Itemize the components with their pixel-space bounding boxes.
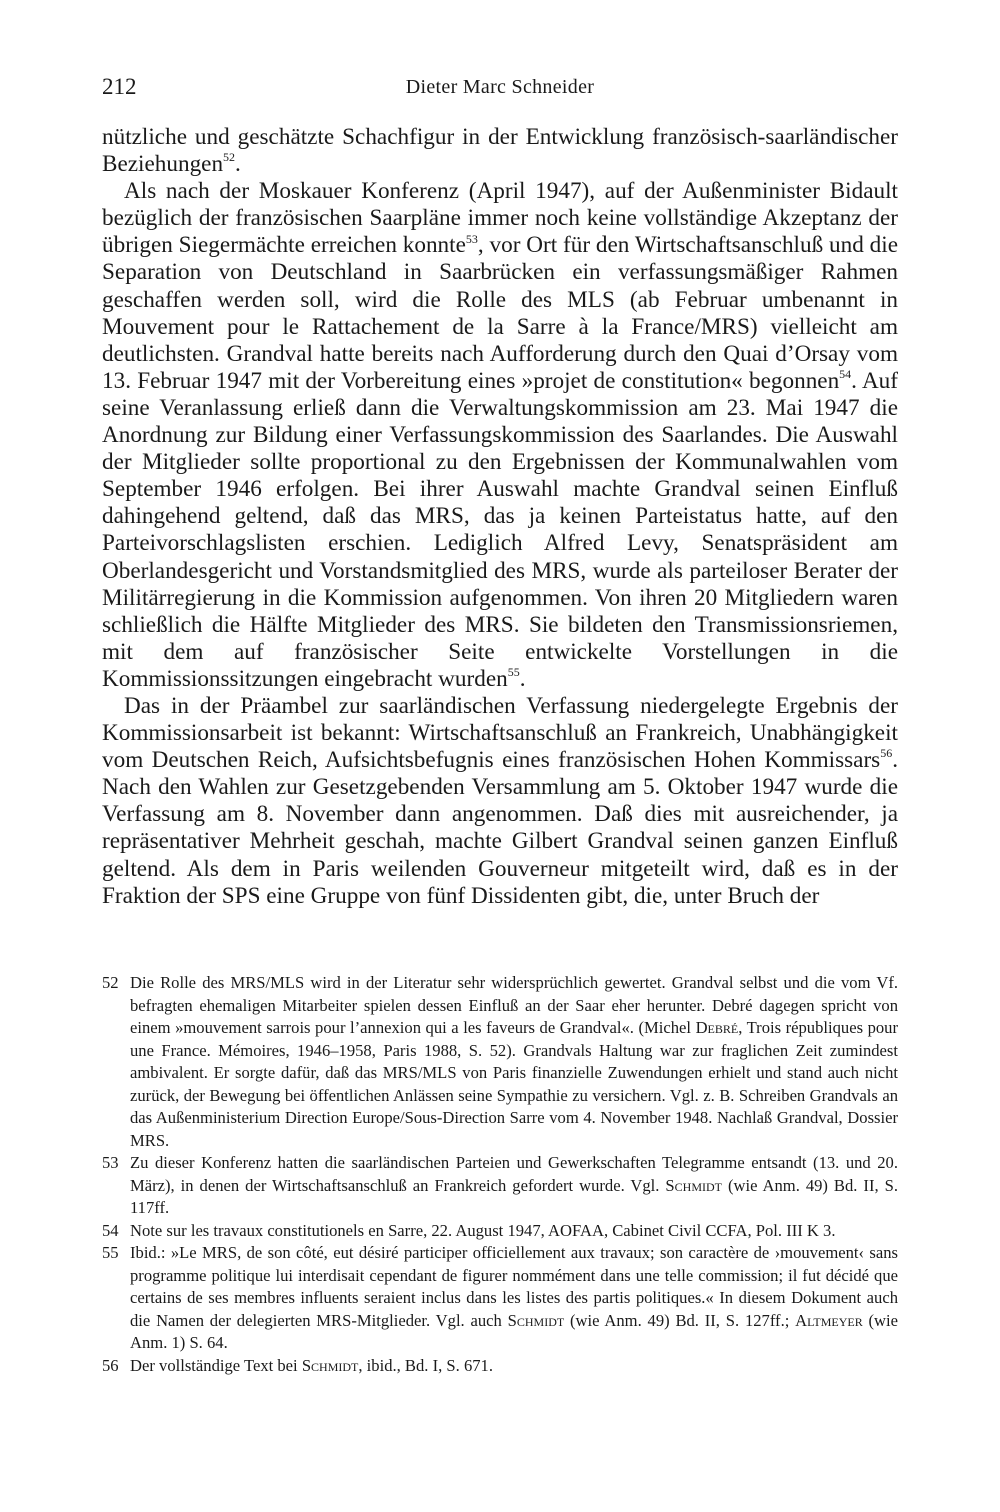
footnote-55 [102,1242,898,1355]
footnote-number: 55 [102,1243,119,1262]
footnote-ref-54[interactable]: 54 [839,367,852,382]
footnote-ref-52[interactable]: 52 [223,150,236,165]
footnote-text: (wie Anm. 49) Bd. II, S. 117ff. [130,1175,898,1217]
footnote-text: Die Rolle des MRS/MLS wird in der Literatur sehr widersprüchlich gewertet. Grandval selbst und die vom Vf. befragten ehemaligen Mitarbeiter spielen dessen Einfluß an der Saar eher herunter. Debré dagegen spricht von einem »mouvement sarrois pour l’annexion qui a les faveurs de Grandval«. (Michel [130,973,898,1037]
text-span: nützliche und geschätzte Schachfigur in der Entwicklung französisch-saarländischer Beziehungen [102,124,898,178]
body-text [102,124,898,910]
text-span: . Nach den Wahlen zur Gesetzgebenden Versammlung am 5. Oktober 1947 wurde die Verfassung am 8. November dann angenommen. Daß dies mit ausreichender, ja repräsentativer Mehrheit geschah, machte Gilbert Grandval seinen ganzen Einfluß geltend. Als dem in Paris weilenden Gouverneur mitgeteilt wird, daß es in der Fraktion der SPS eine Gruppe von fünf Dissidenten gibt, die, unter Bruch der [102,747,898,909]
text-span: Als nach der Moskauer Konferenz (April 1947), auf der Außenminister Bidault bezüglich der französischen Saarpläne immer noch keine vollständige Akzeptanz der übrigen Siegermächte erreichen konnte [102,178,898,259]
footnote-text: Zu dieser Konferenz hatten die saarländischen Parteien und Gewerkschaften Telegramme entsandt (13. und 20. März), in denen der Wirtschaftsanschluß an Frankreich gefordert wurde. Vgl. [130,1153,898,1195]
footnote-56 [102,1355,898,1378]
author-name: Debré [695,1018,739,1037]
page-number: 212 [102,74,137,99]
footnote-54 [102,1220,898,1243]
footnote-text: Ibid.: »Le MRS, de son côté, eut désiré participer officiellement aux travaux; son caractère de ›mouvement‹ sans programme politique lui interdisait cependant de figurer nommément dans une telle commission; il fut décidé que certains de ses membres influents seraient inclus dans les listes des partis politiques.« In diesem Dokument auch die Namen der delegierten MRS-Mitglieder. Vgl. auch [130,1243,898,1330]
paragraph-3 [102,693,898,910]
paragraph-2 [102,178,898,693]
footnote-text: , ibid., Bd. I, S. 671. [358,1355,493,1375]
footnote-text: (wie Anm. 49) Bd. II, S. 127ff.; [564,1310,796,1330]
footnote-number: 54 [102,1220,119,1240]
text-span: . [235,151,241,178]
footnote-ref-55[interactable]: 55 [507,665,520,680]
footnote-text: Der vollständige Text bei [130,1355,302,1375]
footnote-53 [102,1152,898,1220]
footnote-number: 53 [102,1153,119,1172]
footnote-text: , Trois républiques pour une France. Mémoires, 1946–1958, Paris 1988, S. 52). Grandvals Haltung war zur fraglichen Zeit zumindest ambivalent. Er sorgte dafür, daß das MRS/MLS von Paris finanzielle Zuwendungen erhielt und stand auch nicht zurück, der Bewegung bei öffentlichen Anlässen seine Sympathie zu versichern. Vgl. z. B. Schreiben Grandvals an das Außenministerium Direction Europe/Sous-Direction Sarre vom 4. November 1948. Nachlaß Grandval, Dossier MRS. [130,1018,899,1150]
footnote-number: 52 [102,973,119,992]
footnote-text: Note sur les travaux constitutionels en Sarre, 22. August 1947, AOFAA, Cabinet Civil CCFA, Pol. III K 3. [130,1220,836,1240]
paragraph-1 [102,124,898,178]
author-name: Schmidt [301,1355,359,1375]
text-span: Das in der Präambel zur saarländischen Verfassung niedergelegte Ergebnis der Kommissionsarbeit ist bekannt: Wirtschaftsanschluß an Frankreich, Unabhängigkeit vom Deutschen Reich, Aufsichtsbefugnis eines französischen Hohen Kommissars [102,692,898,774]
footnote-text: (wie Anm. 1) S. 64. [130,1310,898,1352]
author-name: Schmidt [665,1175,722,1195]
text-span: , vor Ort für den Wirtschaftsanschluß und die Separation von Deutschland in Saarbrücken ein verfassungsmäßiger Rahmen geschaffen werden soll, wird die Rolle des MLS (ab Februar umbenannt in Mouvement pour le Rattachement de la Sarre à la France/MRS) vielleicht am deutlichsten. Grandval hatte bereits nach Aufforderung durch den Quai d’Orsay vom 13. Februar 1947 mit der Vorbereitung eines »projet de constitution« begonnen [102,232,898,394]
footnote-ref-56[interactable]: 56 [880,746,893,761]
author-name: Schmidt [507,1310,565,1330]
footnotes [102,972,898,1377]
author-name: Altmeyer [795,1310,863,1330]
running-head: Dieter Marc Schneider [405,76,595,98]
footnote-ref-53[interactable]: 53 [465,231,478,246]
footnote-number: 56 [102,1355,119,1375]
page-header [102,72,898,102]
footnote-52 [102,972,898,1152]
text-span: . [519,665,526,692]
text-span: . Auf seine Veranlassung erließ dann die Verwaltungskommission am 23. Mai 1947 die Anordnung zur Bildung einer Verfassungskommission des Saarlandes. Die Auswahl der Mitglieder sollte proportional zu den Ergebnissen der Kommunalwahlen vom September 1946 erfolgen. Bei ihrer Auswahl machte Grandval seinen Einfluß dahingehend geltend, daß das MRS, das ja keinen Parteistatus hatte, auf den Parteivorschlagslisten erschien. Lediglich Alfred Levy, Senatspräsident am Oberlandesgericht und Vorstandsmitglied des MRS, wurde als parteiloser Berater der Militärregierung in die Kommission aufgenommen. Von ihren 20 Mitgliedern waren schließlich die Hälfte Mitglieder des MRS. Sie bildeten den Transmissionsriemen, mit dem auf französischer Seite entwickelte Vorstellungen in die Kommissionssitzungen eingebracht wurden [102,367,899,692]
